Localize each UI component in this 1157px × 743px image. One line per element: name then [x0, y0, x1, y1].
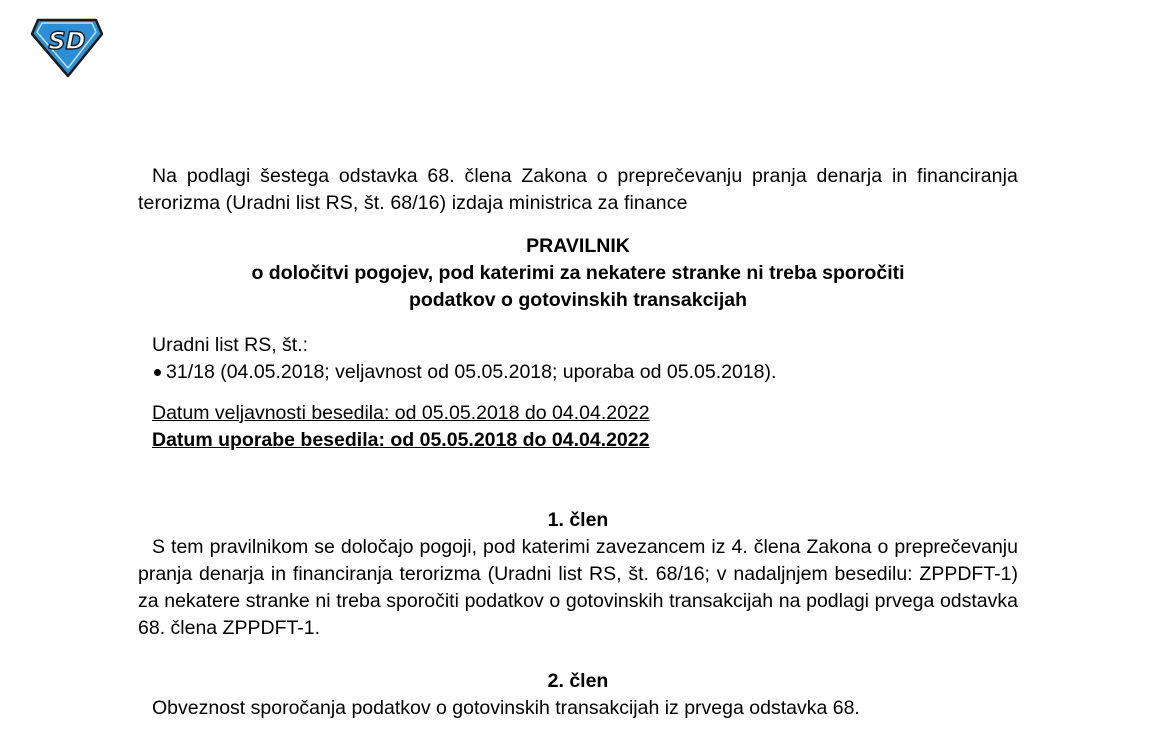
- document-subtitle-line1: o določitvi pogojev, pod katerimi za nekatere stranke ni treba sporočiti: [251, 262, 905, 284]
- logo: [30, 16, 104, 78]
- validity-section: [138, 400, 1018, 454]
- article-2-heading: 2. člen: [547, 670, 609, 692]
- diamond-shield-logo-icon: [30, 16, 104, 78]
- application-date: Datum uporabe besedila: od 05.05.2018 do 04.04.2022: [152, 429, 650, 451]
- bullet-icon: [154, 369, 161, 376]
- article-2-body: Obveznost sporočanja podatkov o gotovinskih transakcijah iz prvega odstavka 68.: [152, 697, 860, 719]
- document-title: PRAVILNIK: [526, 235, 630, 257]
- preamble: Na podlagi šestega odstavka 68. člena Zakona o preprečevanju pranja denarja in financiranja terorizma (Uradni list RS, št. 68/16) izdaja ministrica za finance: [138, 165, 1018, 214]
- gazette-label: Uradni list RS, št.:: [152, 334, 309, 356]
- validity-date: Datum veljavnosti besedila: od 05.05.2018 do 04.04.2022: [152, 402, 650, 424]
- gazette-entry-text: 31/18 (04.05.2018; veljavnost od 05.05.2018; uporaba od 05.05.2018).: [166, 361, 777, 383]
- logo-text: SD: [48, 27, 86, 55]
- document-subtitle-line2: podatkov o gotovinskih transakcijah: [408, 289, 748, 311]
- title-block: [138, 233, 1018, 314]
- article-1-body: S tem pravilnikom se določajo pogoji, pod katerimi zavezancem iz 4. člena Zakona o preprečevanju pranja denarja in financiranja terorizma (Uradni list RS, št. 68/16; v nadaljnjem besedilu: ZPPDFT-1) za nekatere stranke ni treba sporočiti podatkov o gotovinskih transakcijah na podlagi prvega odstavka 68. člena ZPPDFT-1.: [138, 536, 1018, 639]
- gazette-entry: [152, 359, 1018, 386]
- article-1-heading: 1. člen: [547, 509, 609, 531]
- document-body: [138, 163, 1018, 722]
- gazette-section: [138, 332, 1018, 386]
